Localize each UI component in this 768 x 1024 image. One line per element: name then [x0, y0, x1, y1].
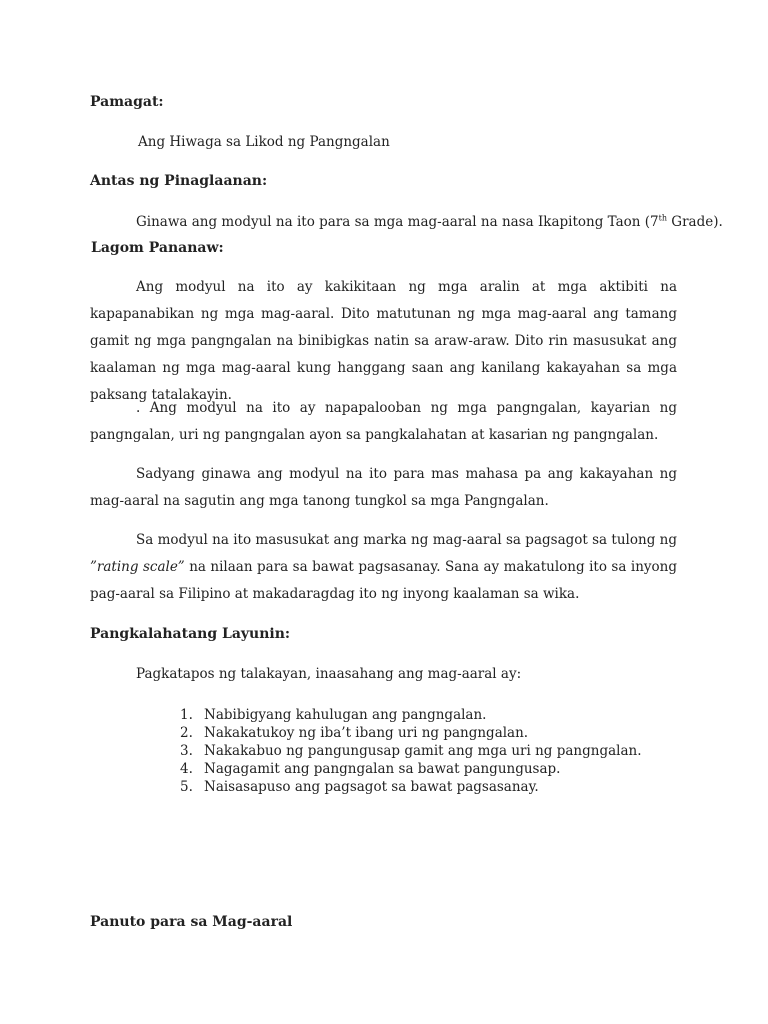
instructions-label: Panuto para sa Mag-aaral: [90, 914, 293, 930]
list-item-text: Naisasapuso ang pagsagot sa bawat pagsasanay.: [204, 779, 539, 795]
rating-para-start: Sa modyul na ito masusukat ang marka ng mag-aaral sa pagsagot sa tulong ng: [136, 532, 677, 548]
list-item-text: Nakakabuo ng pangungusap gamit ang mga uri ng pangngalan.: [204, 743, 642, 759]
list-item-number: 3.: [180, 743, 193, 759]
overview-paragraph-3-text: Sadyang ginawa ang modyul na ito para mas mahasa pa ang kakayahan ng mag-aaral na sagutin ang mga tanong tungkol sa mga Pangngalan.: [90, 466, 677, 509]
list-item-text: Nakakatukoy ng iba’t ibang uri ng pangngalan.: [204, 725, 529, 741]
level-text-sup: th: [658, 213, 668, 223]
rating-para-end: na nilaan para sa bawat pagsasanay. Sana ay makatulong ito sa inyong pag-aaral sa Filipino at makadaragdag ito ng inyong kaalaman sa wika.: [90, 559, 677, 602]
overview-label: Lagom Pananaw:: [91, 240, 224, 256]
list-item-number: 4.: [180, 761, 193, 777]
overview-paragraph-2: [90, 395, 677, 449]
list-item-number: 2.: [180, 725, 193, 741]
list-item-text: Nagagamit ang pangngalan sa bawat pangungusap.: [204, 761, 561, 777]
overview-paragraph-2-text: . Ang modyul na ito ay napapalooban ng mga pangngalan, kayarian ng pangngalan, uri ng pangngalan ayon sa pangkalahatan at kasarian ng pangngalan.: [90, 400, 677, 443]
list-item: [180, 706, 642, 724]
list-item: [180, 778, 642, 796]
overview-paragraph-3: [90, 461, 677, 515]
list-item: [180, 724, 642, 742]
title-label: Pamagat:: [90, 94, 164, 110]
level-text: [136, 214, 723, 230]
level-label: Antas ng Pinaglaanan:: [90, 173, 268, 189]
level-text-main: Ginawa ang modyul na ito para sa mga mag-aaral na nasa Ikapitong Taon (7: [136, 214, 659, 230]
list-item: [180, 742, 642, 760]
list-item-number: 1.: [180, 707, 193, 723]
list-item: [180, 760, 642, 778]
objectives-intro: Pagkatapos ng talakayan, inaasahang ang mag-aaral ay:: [136, 666, 522, 682]
list-item-number: 5.: [180, 779, 193, 795]
list-item-text: Nabibigyang kahulugan ang pangngalan.: [204, 707, 487, 723]
title-value: Ang Hiwaga sa Likod ng Pangngalan: [138, 134, 390, 150]
objectives-label: Pangkalahatang Layunin:: [90, 626, 291, 642]
overview-paragraph-4: [90, 527, 677, 608]
rating-scale-term: ”rating scale”: [90, 559, 185, 575]
objectives-list: [180, 706, 642, 796]
overview-paragraph-1-text: Ang modyul na ito ay kakikitaan ng mga aralin at mga aktibiti na kapapanabikan ng mga mag-aaral. Dito matutunan ng mga mag-aaral ang tamang gamit ng mga pangngalan na binibigkas natin sa araw-araw. Dito rin masusukat ang kaalaman ng mga mag-aaral kung hanggang saan ang kanilang kakayahan sa mga paksang tatalakayin.: [90, 279, 677, 403]
overview-paragraph-1: [90, 274, 677, 409]
level-text-end: Grade).: [667, 214, 723, 230]
